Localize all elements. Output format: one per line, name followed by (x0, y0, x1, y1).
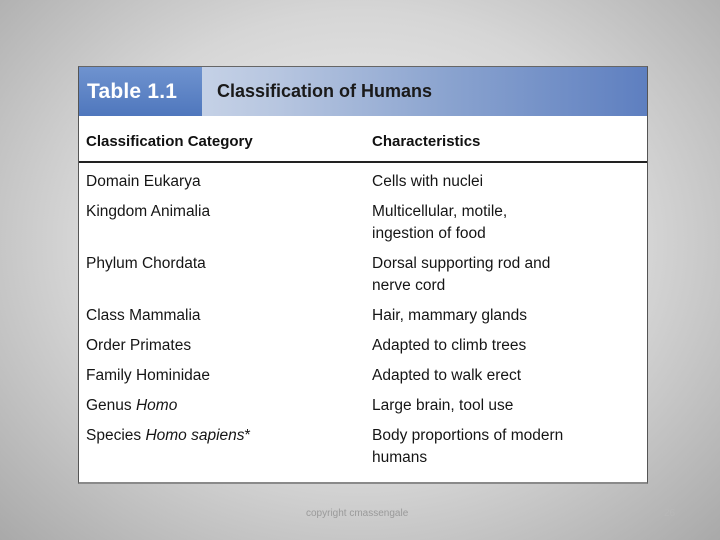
characteristic-cell: Body proportions of modern humans (372, 427, 564, 466)
table-title-bar (79, 67, 647, 116)
category-rank-text: Kingdom Animalia (86, 203, 211, 220)
table-number: Table 1.1 (79, 67, 202, 116)
footer-copyright: copyright cmassengale (306, 508, 409, 519)
header-divider (79, 161, 647, 163)
characteristic-cell: Cells with nuclei (372, 173, 484, 190)
category-rank-text: Class Mammalia (86, 307, 201, 324)
table-row (79, 171, 647, 193)
classification-category-cell (86, 253, 206, 275)
characteristic-cell: Adapted to walk erect (372, 367, 522, 384)
classification-category-cell (86, 305, 201, 327)
category-taxon-italic: Homo (135, 397, 178, 414)
table-row (79, 425, 647, 469)
classification-category-cell (86, 395, 177, 417)
characteristic-cell: Multicellular, motile, ingestion of food (372, 203, 508, 242)
category-footnote-mark: * (244, 427, 251, 444)
category-rank-text: Family Hominidae (86, 367, 211, 384)
table-row (79, 253, 647, 297)
column-header-category: Classification Category (86, 133, 253, 150)
category-rank-text: Genus (86, 397, 136, 414)
table-title: Classification of Humans (217, 81, 433, 101)
characteristic-cell: Large brain, tool use (372, 397, 514, 414)
classification-category-cell (86, 365, 210, 387)
category-rank-text: Domain Eukarya (86, 173, 201, 190)
classification-category-cell (86, 171, 201, 193)
category-rank-text: Species (86, 427, 146, 444)
characteristic-cell: Hair, mammary glands (372, 307, 528, 324)
category-rank-text: Order Primates (86, 337, 192, 354)
table-row (79, 201, 647, 245)
table-row (79, 395, 647, 417)
column-header-characteristics: Characteristics (372, 133, 481, 150)
classification-category-cell (86, 201, 210, 223)
characteristic-cell: Dorsal supporting rod and nerve cord (372, 255, 551, 294)
characteristic-cell: Adapted to climb trees (372, 337, 527, 354)
slide-number: 26 (664, 508, 676, 519)
table-row (79, 335, 647, 357)
classification-category-cell (86, 425, 251, 447)
classification-category-cell (86, 335, 191, 357)
table-row (79, 365, 647, 387)
table-row (79, 305, 647, 327)
category-taxon-italic: Homo sapiens (145, 427, 245, 444)
category-rank-text: Phylum Chordata (86, 255, 206, 272)
classification-table (78, 66, 648, 484)
